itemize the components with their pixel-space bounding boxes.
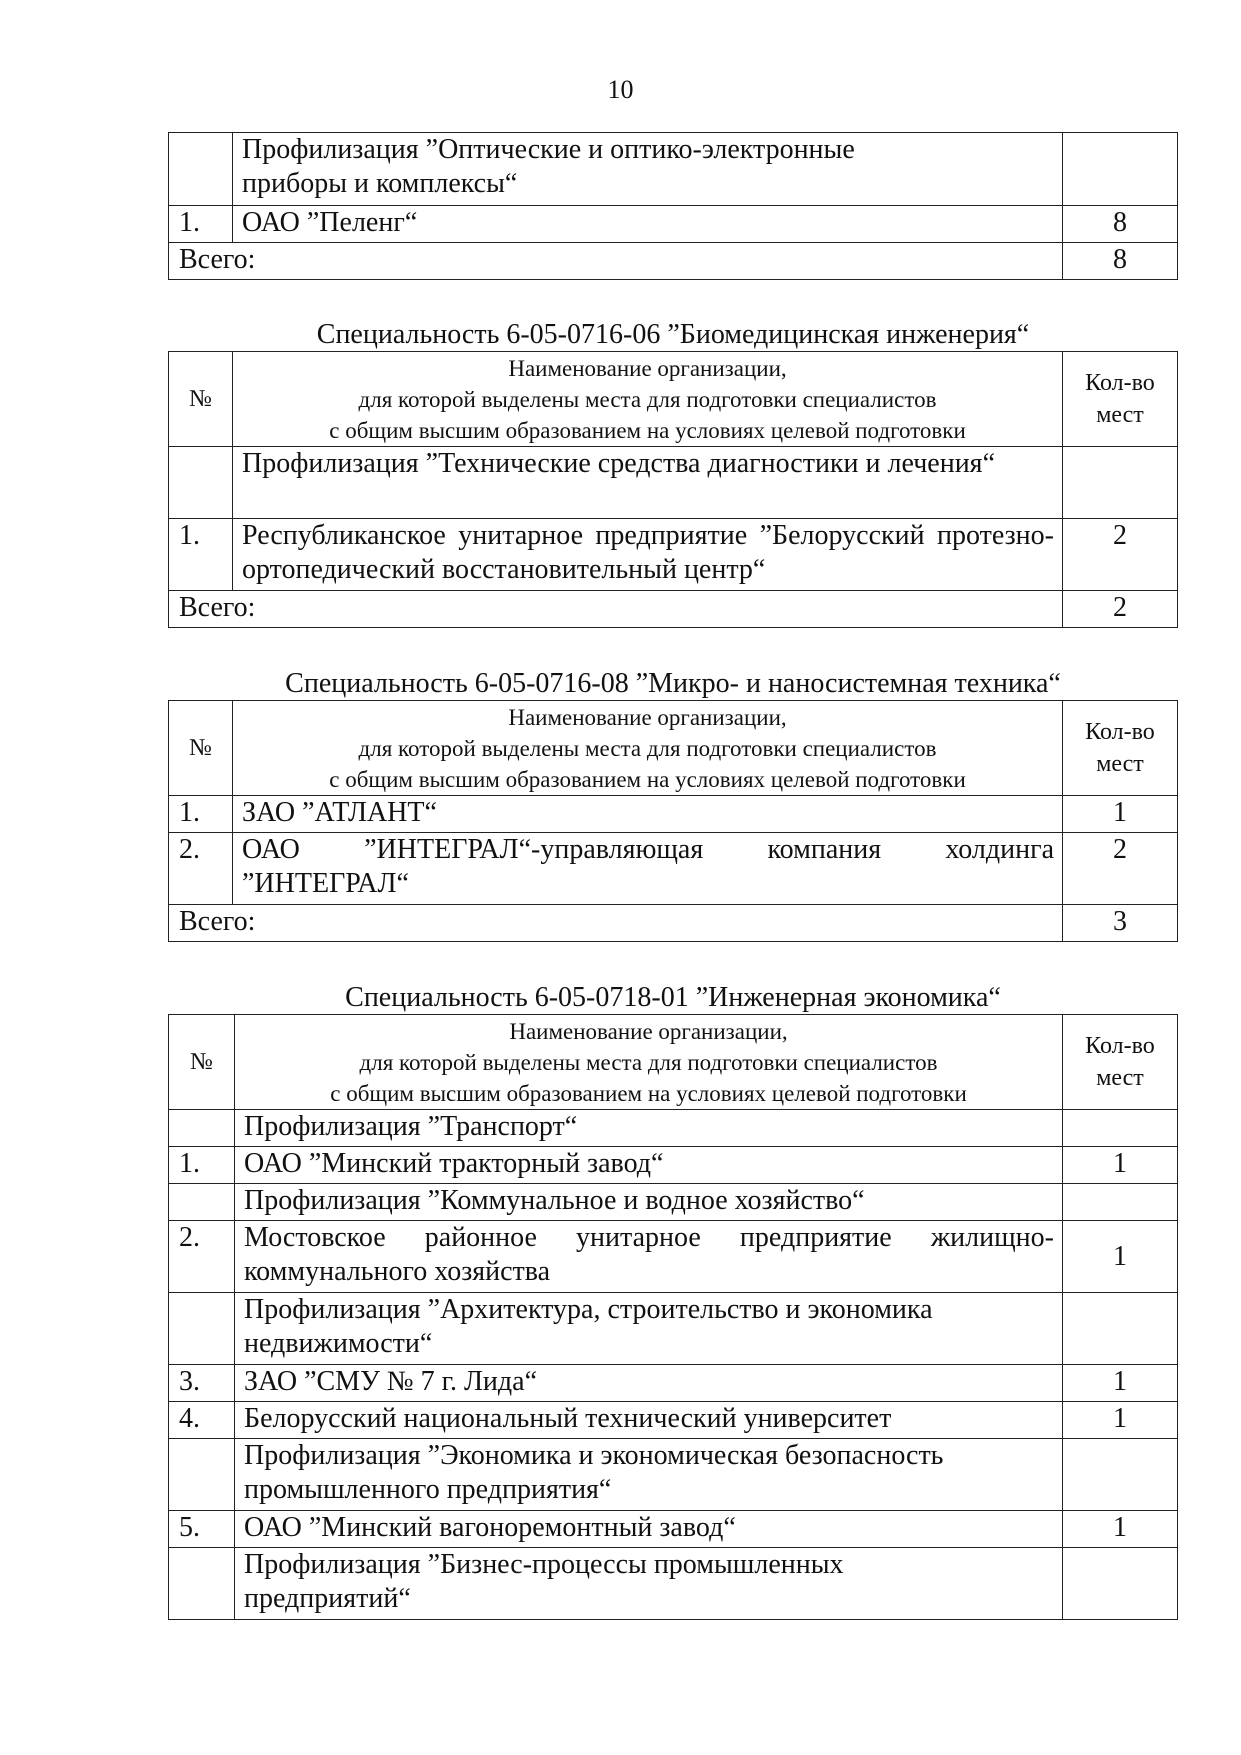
- section-biomedical: [168, 318, 1178, 628]
- total-row: [169, 243, 1178, 280]
- row-number: 2.: [169, 833, 233, 905]
- organization-name: ОАО ”Минский вагоноремонтный завод“: [235, 1511, 1063, 1548]
- places-count: 2: [1063, 833, 1178, 905]
- table-row: [169, 206, 1178, 243]
- profile-row: [169, 1293, 1178, 1365]
- table-row: [169, 1511, 1178, 1548]
- organization-name: Мостовское районное унитарное предприятие жилищно-коммунального хозяйства: [235, 1221, 1063, 1293]
- header-places: Кол-во мест: [1063, 701, 1178, 796]
- profile-row: [169, 133, 1178, 206]
- organization-name: ЗАО ”СМУ № 7 г. Лида“: [235, 1365, 1063, 1402]
- profile-row: [169, 1110, 1178, 1147]
- organization-name: Белорусский национальный технический университет: [235, 1402, 1063, 1439]
- continuation-table: [168, 132, 1178, 280]
- table-row: [169, 1402, 1178, 1439]
- header-number: №: [169, 352, 233, 447]
- specialty-table: [168, 1014, 1178, 1620]
- organization-name: Республиканское унитарное предприятие ”Белорусский протезно-ортопедический восстановительный центр“: [233, 519, 1063, 591]
- row-number: 3.: [169, 1365, 235, 1402]
- row-number: 4.: [169, 1402, 235, 1439]
- profile-text: Профилизация ”Коммунальное и водное хозяйство“: [235, 1184, 1063, 1221]
- total-row: [169, 905, 1178, 942]
- row-number: 1.: [169, 1147, 235, 1184]
- places-count: 2: [1063, 519, 1178, 591]
- header-number: №: [169, 1015, 235, 1110]
- profile-text: Профилизация ”Транспорт“: [235, 1110, 1063, 1147]
- row-number: 1.: [169, 206, 233, 243]
- places-count: 1: [1063, 1221, 1178, 1293]
- organization-name: ОАО ”ИНТЕГРАЛ“-управляющая компания холдинга ”ИНТЕГРАЛ“: [233, 833, 1063, 905]
- row-number: 1.: [169, 796, 233, 833]
- profile-row: [169, 1548, 1178, 1620]
- table-header: [169, 701, 1178, 796]
- header-places: Кол-во мест: [1063, 1015, 1178, 1110]
- profile-row: [169, 1184, 1178, 1221]
- table-header: [169, 352, 1178, 447]
- table-row: [169, 1147, 1178, 1184]
- section-title: Специальность 6-05-0716-06 ”Биомедицинская инженерия“: [316, 319, 1030, 350]
- places-count: 1: [1063, 1147, 1178, 1184]
- row-number: 5.: [169, 1511, 235, 1548]
- profile-row: [169, 447, 1178, 519]
- organization-name: ОАО ”Пеленг“: [233, 206, 1063, 243]
- profile-text: Профилизация ”Оптические и оптико-электронные приборы и комплексы“: [233, 133, 1063, 206]
- table-row: [169, 1365, 1178, 1402]
- header-organization: Наименование организации, для которой выделены места для подготовки специалистов с общим высшим образованием на условиях целевой подготовки: [233, 701, 1063, 796]
- total-value: 2: [1063, 591, 1178, 628]
- profile-row: [169, 1439, 1178, 1511]
- places-count: 8: [1063, 206, 1178, 243]
- table-header: [169, 1015, 1178, 1110]
- total-label: Всего:: [169, 591, 1063, 628]
- section-micro-nano: [168, 667, 1178, 942]
- page-number: 10: [607, 75, 634, 104]
- section-continuation: [168, 132, 1178, 280]
- profile-text: Профилизация ”Технические средства диагностики и лечения“: [233, 447, 1063, 519]
- header-organization: Наименование организации, для которой выделены места для подготовки специалистов с общим высшим образованием на условиях целевой подготовки: [233, 352, 1063, 447]
- table-row: [169, 1221, 1178, 1293]
- section-engineering-economics: [168, 981, 1178, 1620]
- table-row: [169, 519, 1178, 591]
- specialty-table: [168, 700, 1178, 942]
- places-count: 1: [1063, 1511, 1178, 1548]
- row-number: 1.: [169, 519, 233, 591]
- total-row: [169, 591, 1178, 628]
- profile-text: Профилизация ”Бизнес-процессы промышленных предприятий“: [235, 1548, 1063, 1620]
- section-title: Специальность 6-05-0718-01 ”Инженерная экономика“: [345, 982, 1001, 1013]
- table-row: [169, 796, 1178, 833]
- total-value: 8: [1063, 243, 1178, 280]
- table-row: [169, 833, 1178, 905]
- places-count: 1: [1063, 796, 1178, 833]
- header-number: №: [169, 701, 233, 796]
- profile-text: Профилизация ”Экономика и экономическая безопасность промышленного предприятия“: [235, 1439, 1063, 1511]
- header-organization: Наименование организации, для которой выделены места для подготовки специалистов с общим высшим образованием на условиях целевой подготовки: [235, 1015, 1063, 1110]
- total-value: 3: [1063, 905, 1178, 942]
- specialty-table: [168, 351, 1178, 628]
- places-count: 1: [1063, 1365, 1178, 1402]
- section-title: Специальность 6-05-0716-08 ”Микро- и наносистемная техника“: [285, 668, 1061, 699]
- profile-text: Профилизация ”Архитектура, строительство и экономика недвижимости“: [235, 1293, 1063, 1365]
- places-count: 1: [1063, 1402, 1178, 1439]
- row-number: 2.: [169, 1221, 235, 1293]
- organization-name: ОАО ”Минский тракторный завод“: [235, 1147, 1063, 1184]
- total-label: Всего:: [169, 243, 1063, 280]
- organization-name: ЗАО ”АТЛАНТ“: [233, 796, 1063, 833]
- total-label: Всего:: [169, 905, 1063, 942]
- header-places: Кол-во мест: [1063, 352, 1178, 447]
